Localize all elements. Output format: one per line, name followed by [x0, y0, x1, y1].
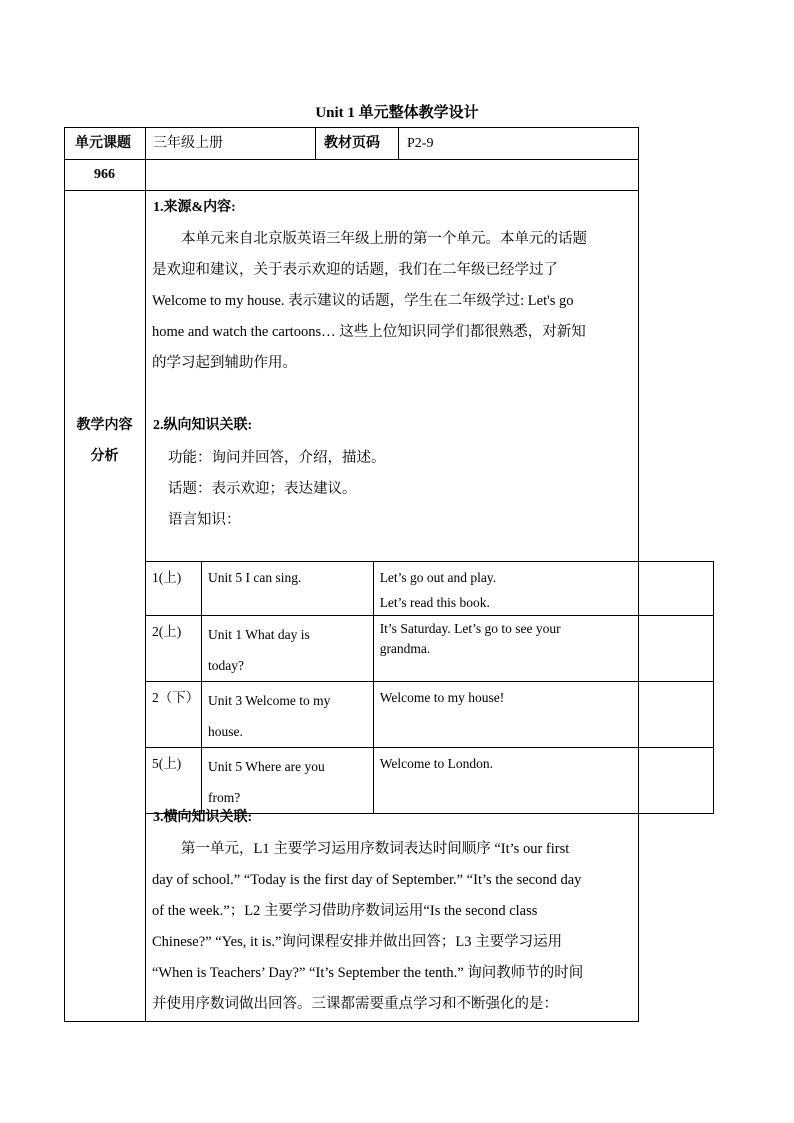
sentence-line: Let’s go out and play.	[379, 570, 497, 585]
unit-line: from?	[207, 790, 241, 805]
table-row-divider	[64, 190, 639, 191]
table-border-right	[638, 127, 639, 561]
sentence-line: It’s Saturday. Let’s go to see your	[379, 621, 561, 636]
unit-cell	[201, 616, 373, 682]
section-heading: 2.纵向知识关联:	[153, 418, 253, 433]
textbook-pages-value: P2-9	[407, 136, 434, 151]
paragraph-line: Welcome to my house. 表示建议的话题，学生在二年级学过: Let's go	[152, 293, 574, 309]
unit-line: Unit 3 Welcome to my	[207, 693, 331, 708]
document-title: Unit 1 单元整体教学设计	[315, 105, 479, 121]
table-col-divider	[315, 127, 316, 160]
table-row	[146, 562, 714, 616]
paragraph-line: of the week.”；L2 主要学习借助序数词运用“Is the second class	[152, 903, 538, 919]
unit-topic-value: 三年级上册	[153, 136, 223, 151]
unit-cell	[201, 562, 373, 616]
sentence-cell	[373, 682, 638, 748]
analysis-label: 分析	[90, 449, 119, 464]
section-heading: 1.来源&内容:	[153, 200, 236, 215]
grade-cell: 1(上)	[146, 562, 202, 616]
analysis-label: 教学内容	[76, 418, 133, 433]
section1-paragraph	[152, 224, 634, 379]
sentence-line: Welcome to my house!	[379, 690, 505, 705]
paragraph-line: 本单元来自北京版英语三年级上册的第一个单元。本单元的话题	[181, 231, 587, 247]
unit-cell	[201, 748, 373, 814]
paragraph-line: 的学习起到辅助作用。	[152, 355, 297, 371]
section2-list	[168, 443, 628, 536]
paragraph-line: home and watch the cartoons… 这些上位知识同学们都很熟悉，对新知	[152, 324, 586, 340]
paragraph-line: 话题：表示欢迎；表达建议。	[168, 481, 357, 497]
table-border-bottom	[64, 1021, 639, 1022]
empty-cell	[639, 748, 714, 814]
paragraph-line: 是欢迎和建议，关于表示欢迎的话题，我们在二年级已经学过了	[152, 262, 558, 278]
table-border-left	[64, 127, 65, 1022]
unit-topic-label: 单元课题	[75, 136, 131, 151]
section3-paragraph	[152, 834, 634, 1020]
paragraph-line: day of school.” “Today is the first day of September.” “It’s the second day	[152, 872, 582, 888]
table-row	[146, 748, 714, 814]
unit-line: today?	[207, 658, 244, 673]
sentence-line: grandma.	[379, 641, 431, 656]
section-heading: 3.横向知识关联:	[153, 810, 253, 825]
grade-cell: 2（下）	[146, 682, 202, 748]
unit-line: Unit 1 What day is	[207, 627, 310, 642]
unit-cell	[201, 682, 373, 748]
empty-cell	[639, 562, 714, 616]
paragraph-line: Chinese?” “Yes, it is.”询问课程安排并做出回答；L3 主要学习运用	[152, 934, 563, 950]
row2-label: 966	[94, 167, 115, 182]
table-row-divider	[64, 159, 639, 160]
empty-cell	[639, 616, 714, 682]
grade-cell: 5(上)	[146, 748, 202, 814]
table-row	[146, 682, 714, 748]
unit-line: Unit 5 Where are you	[207, 759, 325, 774]
unit-line: house.	[207, 724, 243, 739]
table-border-right	[638, 802, 639, 1022]
knowledge-table	[145, 561, 714, 814]
table-border-top	[64, 127, 639, 128]
sentence-cell	[373, 616, 638, 682]
textbook-pages-label: 教材页码	[324, 136, 380, 151]
paragraph-line: 功能：询问并回答，介绍，描述。	[168, 450, 386, 466]
table-col-divider	[398, 127, 399, 160]
paragraph-line: 并使用序数词做出回答。三课都需要重点学习和不断强化的是：	[152, 996, 558, 1012]
grade-cell: 2(上)	[146, 616, 202, 682]
sentence-cell	[373, 748, 638, 814]
paragraph-line: 语言知识：	[168, 512, 241, 528]
sentence-line: Welcome to London.	[379, 756, 493, 771]
empty-cell	[639, 682, 714, 748]
paragraph-line: 第一单元，L1 主要学习运用序数词表达时间顺序 “It’s our first	[181, 841, 570, 857]
paragraph-line: “When is Teachers’ Day?” “It’s September the tenth.” 询问教师节的时间	[152, 965, 584, 981]
sentence-cell	[373, 562, 638, 616]
table-row	[146, 616, 714, 682]
unit-line: Unit 5 I can sing.	[207, 570, 302, 585]
sentence-line: Let’s read this book.	[379, 595, 490, 610]
